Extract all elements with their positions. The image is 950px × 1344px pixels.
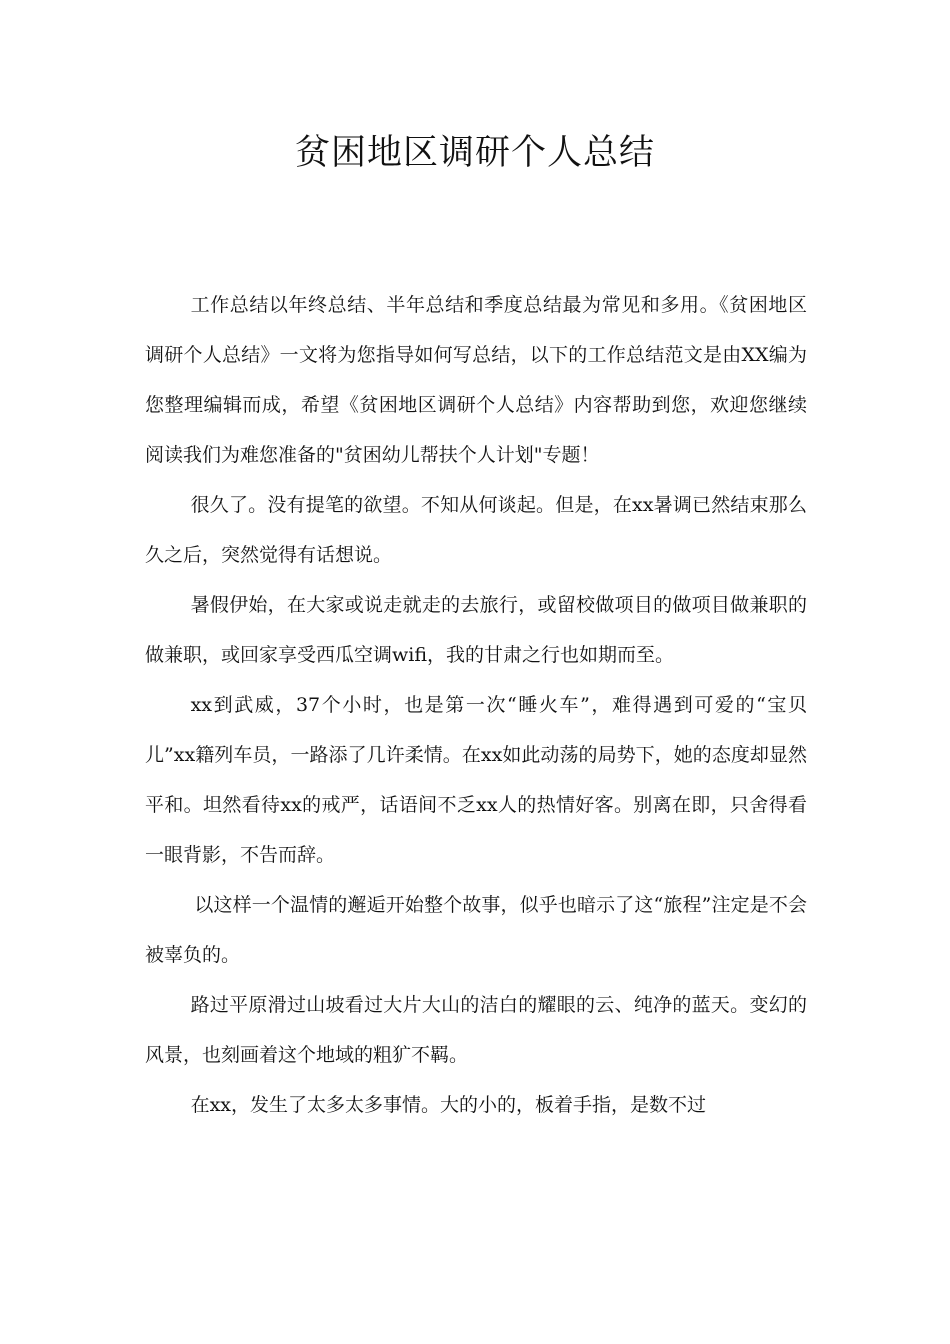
paragraph-events: 在xx，发生了太多太多事情。大的小的，板着手指，是数不过 [190, 1094, 707, 1116]
paragraph-train: xx到武威，37个小时，也是第一次“睡火车”，难得遇到可爱的“宝贝儿”xx籍列车员，一路添了几许柔情。在xx如此动荡的局势下，她的态度却显然平和。坦然看待xx的戒严，话语间不乏xx人的热情好客。别离在即，只舍得看一眼背影，不告而辞。 [145, 694, 807, 866]
paragraph-journey: 以这样一个温情的邂逅开始整个故事，似乎也暗示了这“旅程”注定是不会被辜负的。 [145, 894, 807, 966]
document-title: 贫困地区调研个人总结 [294, 133, 655, 173]
document-body [145, 280, 807, 1130]
paragraph-intro: 工作总结以年终总结、半年总结和季度总结最为常见和多用。《贫困地区调研个人总结》一文将为您指导如何写总结，以下的工作总结范文是由XX编为您整理编辑而成，希望《贫困地区调研个人总结》内容帮助到您，欢迎您继续阅读我们为难您准备的"贫困幼儿帮扶个人计划"专题！ [145, 294, 807, 466]
paragraph-scenery: 路过平原滑过山坡看过大片大山的洁白的耀眼的云、纯净的蓝天。变幻的风景，也刻画着这个地域的粗犷不羁。 [145, 994, 807, 1066]
paragraph-summer: 暑假伊始，在大家或说走就走的去旅行，或留校做项目的做项目做兼职的做兼职，或回家享受西瓜空调wifi，我的甘肃之行也如期而至。 [145, 594, 807, 666]
paragraph-opening: 很久了。没有提笔的欲望。不知从何谈起。但是，在xx暑调已然结束那么久之后，突然觉得有话想说。 [145, 494, 807, 566]
